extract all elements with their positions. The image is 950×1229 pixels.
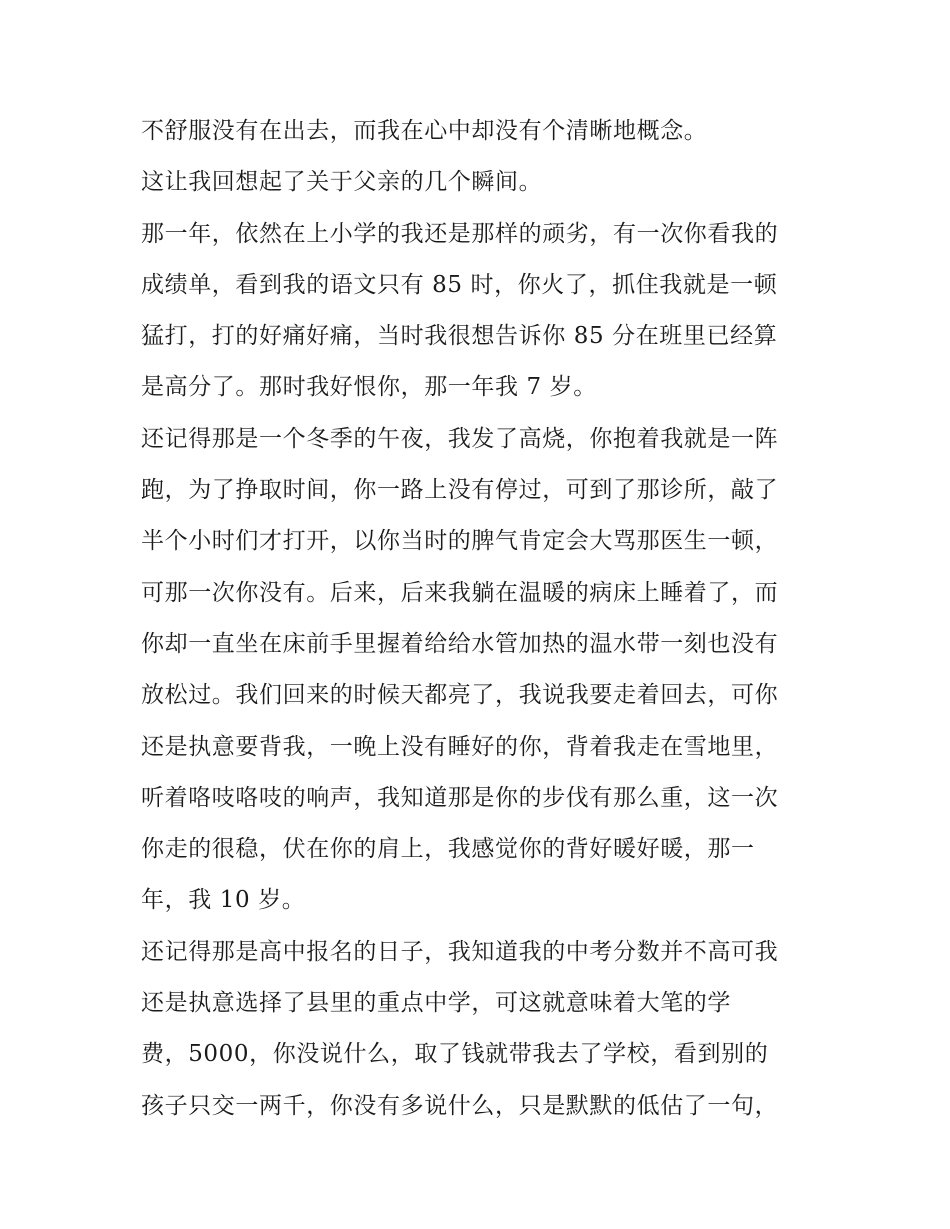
text-line: 可那一次你没有。后来，后来我躺在温暖的病床上睡着了，而 [141,579,779,606]
text-line: 半个小时们才打开，以你当时的脾气肯定会大骂那医生一顿， [141,528,779,555]
text-line: 你却一直坐在床前手里握着给给水管加热的温水带一刻也没有 [141,630,779,657]
text-line: 这让我回想起了关于父亲的几个瞬间。 [141,169,543,196]
text-line: 年，我 10 岁。 [141,887,306,914]
text-line: 那一年，依然在上小学的我还是那样的顽劣，有一次你看我的 [141,220,779,247]
text-line: 还是执意选择了县里的重点中学，可这就意味着大笔的学 [141,990,731,1017]
text-line: 不舒服没有在出去，而我在心中却没有个清晰地概念。 [141,118,708,144]
text-line: 成绩单，看到我的语文只有 85 时，你火了，抓住我就是一顿 [141,271,778,298]
text-line: 还记得那是一个冬季的午夜，我发了高烧，你抱着我就是一阵 [141,425,779,452]
text-line: 还记得那是高中报名的日子，我知道我的中考分数并不高可我 [141,938,779,965]
text-line: 还是执意要背我，一晚上没有睡好的你，背着我走在雪地里， [141,733,779,760]
text-line: 你走的很稳，伏在你的肩上，我感觉你的背好暖好暖，那一 [141,836,755,863]
text-line: 猛打，打的好痛好痛，当时我很想告诉你 85 分在班里已经算 [141,323,778,350]
text-line: 放松过。我们回来的时候天都亮了，我说我要走着回去，可你 [141,682,779,709]
text-line: 跑，为了挣取时间，你一路上没有停过，可到了那诊所，敲了 [141,477,779,504]
text-line: 费，5000，你没说什么，取了钱就带我去了学校，看到别的 [141,1041,769,1068]
body-text [141,106,821,1132]
text-line: 孩子只交一两千，你没有多说什么，只是默默的低估了一句， [141,1092,779,1119]
text-line: 听着咯吱咯吱的响声，我知道那是你的步伐有那么重，这一次 [141,784,779,811]
text-line: 是高分了。那时我好恨你，那一年我 7 岁。 [141,374,597,401]
